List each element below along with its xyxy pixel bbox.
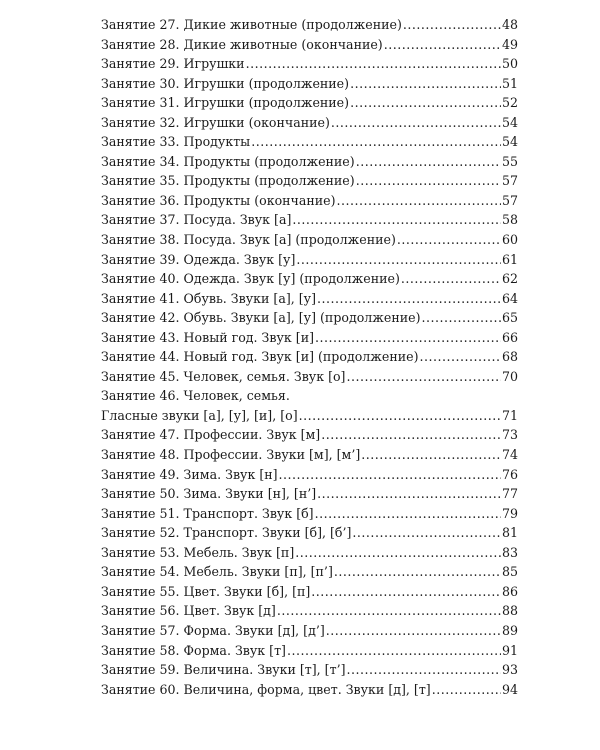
dot-leader (299, 406, 501, 426)
toc-page-number: 85 (501, 564, 518, 580)
toc-page-number: 77 (501, 486, 518, 502)
dot-leader (315, 328, 501, 348)
dot-leader (292, 210, 501, 230)
toc-page-number: 73 (501, 427, 518, 443)
toc-entry (101, 660, 518, 680)
toc-entry-title: Занятие 58. Форма. Звук [т] (101, 642, 286, 658)
toc-entry (101, 35, 518, 55)
toc-entry-title: Занятие 35. Продукты (продолжение) (101, 173, 355, 189)
toc-entry (101, 210, 518, 230)
table-of-contents (101, 15, 518, 699)
toc-page-number: 54 (501, 114, 518, 130)
toc-entry (101, 15, 518, 35)
toc-entry (101, 152, 518, 172)
dot-leader (397, 230, 501, 250)
toc-entry (101, 445, 518, 465)
toc-page-number: 57 (501, 192, 518, 208)
toc-page-number: 83 (501, 544, 518, 560)
toc-page-number: 70 (501, 368, 518, 384)
toc-entry-title: Занятие 60. Величина, форма, цвет. Звуки [д], [т] (101, 681, 431, 697)
toc-entry (101, 582, 518, 602)
toc-entry-title: Занятие 34. Продукты (продолжение) (101, 153, 355, 169)
toc-entry (101, 74, 518, 94)
dot-leader (326, 621, 501, 641)
toc-entry (101, 347, 518, 367)
dot-leader (384, 35, 501, 55)
toc-entry (101, 113, 518, 133)
toc-entry-title: Занятие 42. Обувь. Звуки [а], [у] (продолжение) (101, 310, 421, 326)
dot-leader (296, 250, 501, 270)
toc-page-number: 88 (501, 603, 518, 619)
toc-page-number: 57 (501, 173, 518, 189)
toc-entry-title: Занятие 56. Цвет. Звук [д] (101, 603, 276, 619)
dot-leader (361, 445, 501, 465)
toc-entry-title: Занятие 27. Дикие животные (продолжение) (101, 17, 402, 32)
dot-leader (356, 171, 501, 191)
toc-page-number: 50 (501, 56, 518, 72)
toc-entry-title: Занятие 36. Продукты (окончание) (101, 192, 336, 208)
toc-entry (101, 504, 518, 524)
toc-page-number: 76 (501, 466, 518, 482)
toc-entry-title: Занятие 39. Одежда. Звук [у] (101, 251, 296, 267)
toc-page-number: 64 (501, 290, 518, 306)
toc-entry (101, 269, 518, 289)
toc-entry-title: Занятие 47. Профессии. Звук [м] (101, 427, 321, 443)
toc-entry (101, 328, 518, 348)
toc-entry-title: Занятие 48. Профессии. Звуки [м], [м’] (101, 447, 361, 463)
dot-leader (337, 191, 501, 211)
toc-entry-title: Занятие 31. Игрушки (продолжение) (101, 95, 350, 111)
toc-entry-title: Занятие 49. Зима. Звук [н] (101, 466, 278, 482)
toc-entry-title: Занятие 45. Человек, семья. Звук [о] (101, 368, 346, 384)
toc-entry (101, 601, 518, 621)
toc-page-number: 60 (501, 232, 518, 248)
toc-page-number: 81 (501, 525, 518, 541)
toc-page-number: 51 (501, 75, 518, 91)
dot-leader (246, 54, 501, 74)
toc-page-number: 48 (501, 17, 518, 32)
toc-entry-title: Занятие 30. Игрушки (продолжение) (101, 75, 350, 91)
dot-leader (401, 269, 501, 289)
toc-page-number: 91 (501, 642, 518, 658)
toc-page-number: 71 (501, 407, 518, 423)
dot-leader (331, 113, 501, 133)
toc-entry-title: Занятие 59. Величина. Звуки [т], [т’] (101, 662, 346, 678)
toc-entry (101, 562, 518, 582)
toc-entry (101, 543, 518, 563)
toc-entry-title: Занятие 55. Цвет. Звуки [б], [п] (101, 583, 311, 599)
toc-entry-title: Занятие 32. Игрушки (окончание) (101, 114, 330, 130)
toc-entry-line (101, 386, 518, 406)
dot-leader (419, 347, 500, 367)
toc-entry-title: Занятие 43. Новый год. Звук [и] (101, 329, 314, 345)
toc-page-number: 62 (501, 271, 518, 287)
dot-leader (350, 74, 501, 94)
toc-page-number: 94 (501, 681, 518, 697)
dot-leader (287, 641, 501, 661)
toc-entry-title: Занятие 41. Обувь. Звуки [а], [у] (101, 290, 317, 306)
toc-entry (101, 191, 518, 211)
toc-entry (101, 425, 518, 445)
dot-leader (422, 308, 501, 328)
toc-entry (101, 484, 518, 504)
toc-page-number: 93 (501, 662, 518, 678)
toc-entry-title: Занятие 54. Мебель. Звуки [п], [п’] (101, 564, 333, 580)
toc-entry-title: Занятие 57. Форма. Звуки [д], [д’] (101, 622, 325, 638)
dot-leader (311, 582, 501, 602)
toc-page-number: 65 (501, 310, 518, 326)
dot-leader (279, 465, 501, 485)
dot-leader (356, 152, 501, 172)
toc-entry (101, 308, 518, 328)
dot-leader (315, 504, 501, 524)
dot-leader (317, 289, 501, 309)
toc-entry-title: Занятие 33. Продукты (101, 134, 251, 150)
toc-entry (101, 367, 518, 387)
toc-page-number: 66 (501, 329, 518, 345)
toc-entry-title: Занятие 46. Человек, семья. (101, 388, 290, 404)
toc-entry (101, 54, 518, 74)
toc-entry-title: Занятие 38. Посуда. Звук [а] (продолжение) (101, 232, 396, 248)
dot-leader (321, 425, 501, 445)
toc-entry (101, 621, 518, 641)
dot-leader (432, 680, 501, 700)
toc-entry (101, 680, 518, 700)
toc-entry-title: Занятие 28. Дикие животные (окончание) (101, 36, 383, 52)
toc-page-number: 61 (501, 251, 518, 267)
toc-page-number: 86 (501, 583, 518, 599)
toc-entry (101, 171, 518, 191)
toc-page-number: 54 (501, 134, 518, 150)
dot-leader (334, 562, 501, 582)
toc-entry-title: Занятие 37. Посуда. Звук [а] (101, 212, 292, 228)
dot-leader (350, 93, 501, 113)
toc-page-number: 49 (501, 36, 518, 52)
toc-entry (101, 289, 518, 309)
toc-page-number: 79 (501, 505, 518, 521)
toc-page-number: 74 (501, 447, 518, 463)
toc-entry (101, 465, 518, 485)
toc-entry (101, 230, 518, 250)
toc-entry (101, 132, 518, 152)
toc-entry-title: Занятие 52. Транспорт. Звуки [б], [б’] (101, 525, 352, 541)
toc-entry (101, 641, 518, 661)
toc-entry-title: Занятие 50. Зима. Звуки [н], [н’] (101, 486, 317, 502)
dot-leader (317, 484, 501, 504)
dot-leader (251, 132, 501, 152)
toc-page-number: 89 (501, 622, 518, 638)
dot-leader (352, 523, 501, 543)
dot-leader (295, 543, 501, 563)
toc-page-number: 52 (501, 95, 518, 111)
toc-entry (101, 93, 518, 113)
toc-entry-title: Занятие 53. Мебель. Звук [п] (101, 544, 295, 560)
toc-page-number: 68 (501, 349, 518, 365)
dot-leader (403, 15, 501, 35)
dot-leader (346, 367, 500, 387)
toc-entry-title: Занятие 44. Новый год. Звук [и] (продолжение) (101, 349, 419, 365)
toc-entry-title: Занятие 40. Одежда. Звук [у] (продолжение) (101, 271, 400, 287)
toc-entry (101, 406, 518, 426)
toc-entry (101, 250, 518, 270)
dot-leader (277, 601, 501, 621)
toc-entry-title: Занятие 51. Транспорт. Звук [б] (101, 505, 314, 521)
toc-entry (101, 523, 518, 543)
toc-page-number: 58 (501, 212, 518, 228)
dot-leader (346, 660, 500, 680)
toc-entry-title-continued: Гласные звуки [а], [у], [и], [о] (101, 407, 298, 423)
toc-entry-title: Занятие 29. Игрушки (101, 56, 245, 72)
toc-page-number: 55 (501, 153, 518, 169)
